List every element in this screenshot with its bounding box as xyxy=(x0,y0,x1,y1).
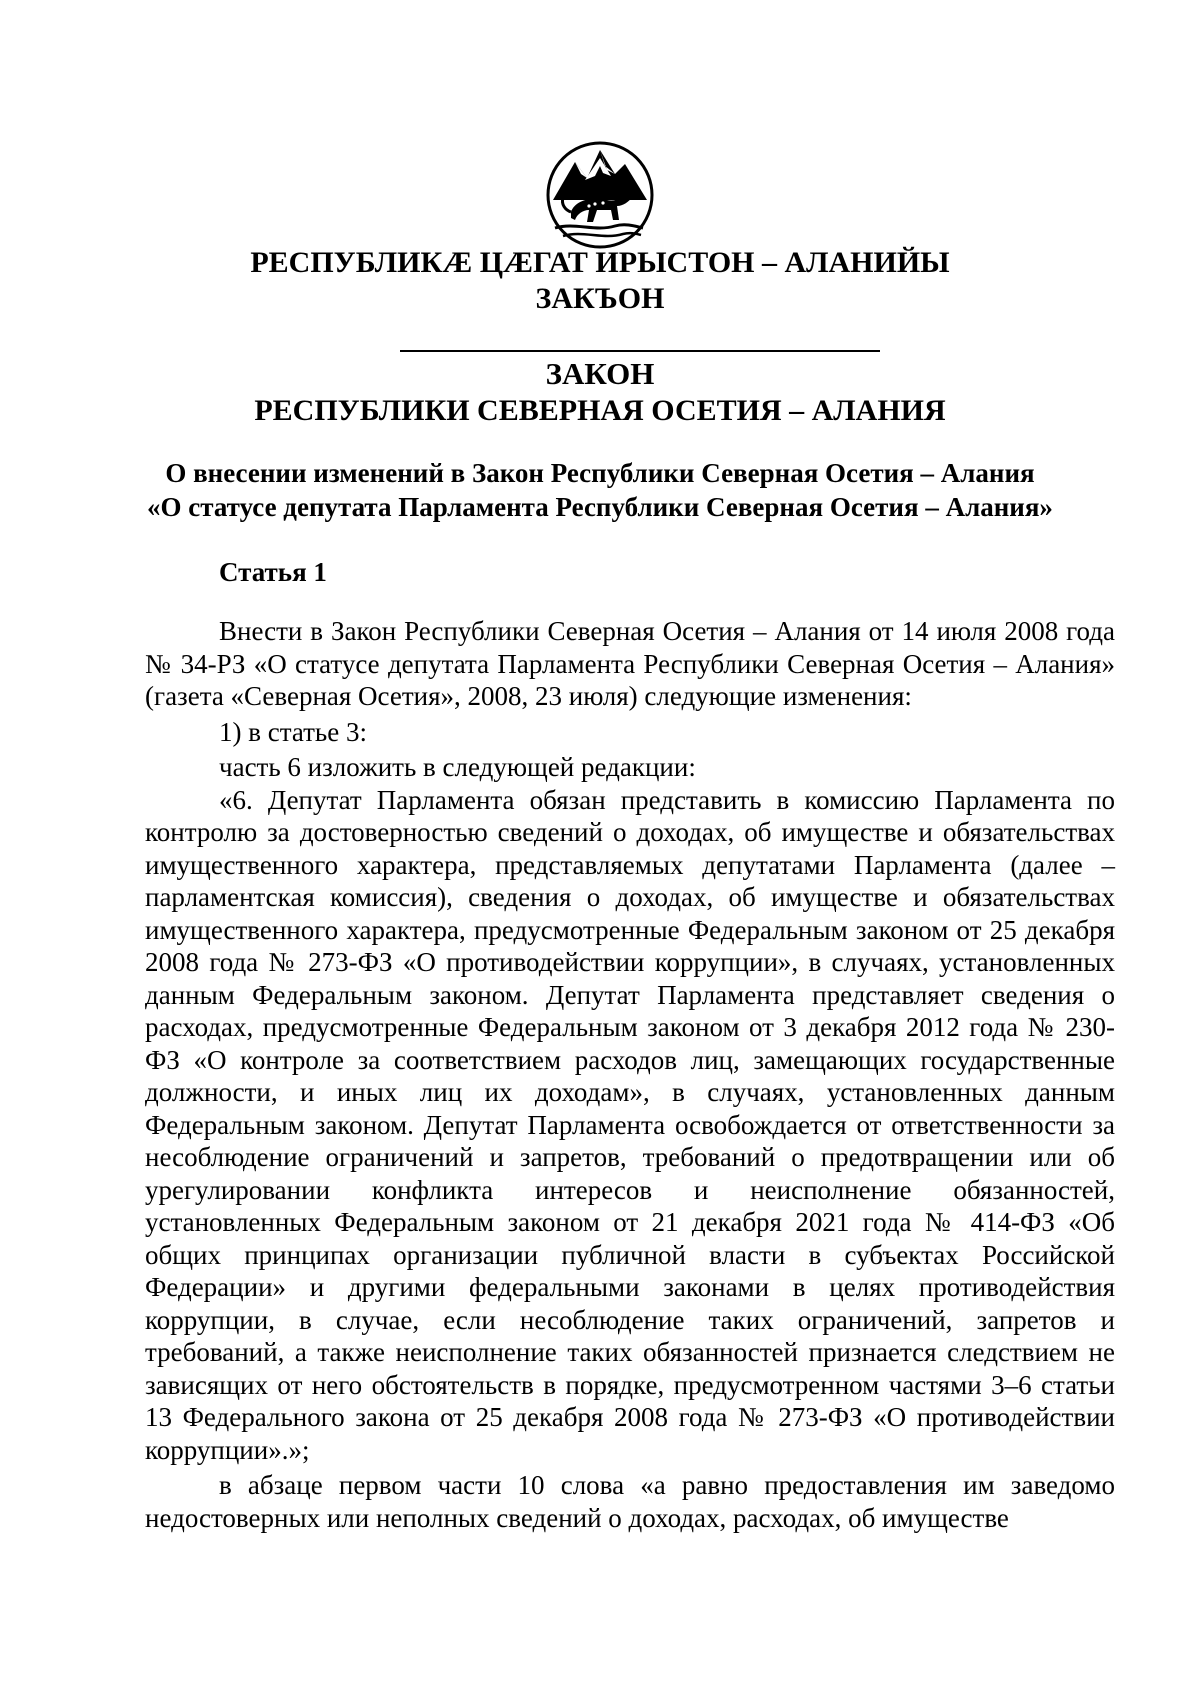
article-paragraph: в абзаце первом части 10 слова «а равно предоставления им заведомо недостоверных или неполных сведений о доходах, расходах, об имуществе xyxy=(145,1470,1115,1533)
article-paragraph: «6. Депутат Парламента обязан представить в комиссию Парламента по контролю за достоверностью сведений о доходах, об имуществе и обязательствах имущественного характера, представляемых депутатами Парламента (далее – парламентская комиссия), сведения о доходах, об имуществе и обязательствах имущественного характера, предусмотренные Федеральным законом от 25 декабря 2008 года № 273-ФЗ «О противодействии коррупции», в случаях, установленных данным Федеральным законом. Депутат Парламента представляет сведения о расходах, предусмотренные Федеральным законом от 3 декабря 2012 года № 230-ФЗ «О контроле за соответствием расходов лиц, замещающих государственные должности, и иных лиц их доходам», в случаях, установленных данным Федеральным законом. Депутат Парламента освобождается от ответственности за несоблюдение ограничений и запретов, требований о предотвращении или об урегулировании конфликта интересов и неисполнение обязанностей, установленных Федеральным законом от 21 декабря 2021 года № 414-ФЗ «Об общих принципах организации публичной власти в субъектах Российской Федерации» и другими федеральными законами в целях противодействия коррупции, в случае, если несоблюдение таких ограничений, запретов и требований, а также неисполнение таких обязанностей признается следствием не зависящих от него обстоятельств в порядке, предусмотренном частями 3–6 статьи 13 Федерального закона от 25 декабря 2008 года № 273-ФЗ «О противодействии коррупции».»; xyxy=(145,784,1115,1465)
header-russian-law-label: ЗАКОН xyxy=(545,356,655,391)
article-body xyxy=(145,615,1115,1534)
article-paragraph: 1) в статье 3: xyxy=(219,716,367,747)
header-divider xyxy=(400,350,880,352)
document-title-line-1: О внесении изменений в Закон Республики Северная Осетия – Алания xyxy=(165,458,1035,488)
article-heading: Статья 1 xyxy=(219,557,327,587)
header-russian-title: РЕСПУБЛИКИ СЕВЕРНАЯ ОСЕТИЯ – АЛАНИЯ xyxy=(254,394,946,427)
document-title-line-2: «О статусе депутата Парламента Республики Северная Осетия – Алания» xyxy=(147,492,1053,522)
article-paragraph: часть 6 изложить в следующей редакции: xyxy=(219,752,696,782)
header-ossetian-law-label: ЗАКЪОН xyxy=(535,282,665,315)
coat-of-arms-emblem-icon xyxy=(545,140,655,250)
header-ossetian-title: РЕСПУБЛИКӔ ЦӔГАТ ИРЫСТОН – АЛАНИЙЫ xyxy=(250,246,950,279)
article-paragraph: Внести в Закон Республики Северная Осетия – Алания от 14 июля 2008 года № 34-РЗ «О статусе депутата Парламента Республики Северная Осетия – Алания» (газета «Северная Осетия», 2008, 23 июля) следующие изменения: xyxy=(145,616,1115,711)
